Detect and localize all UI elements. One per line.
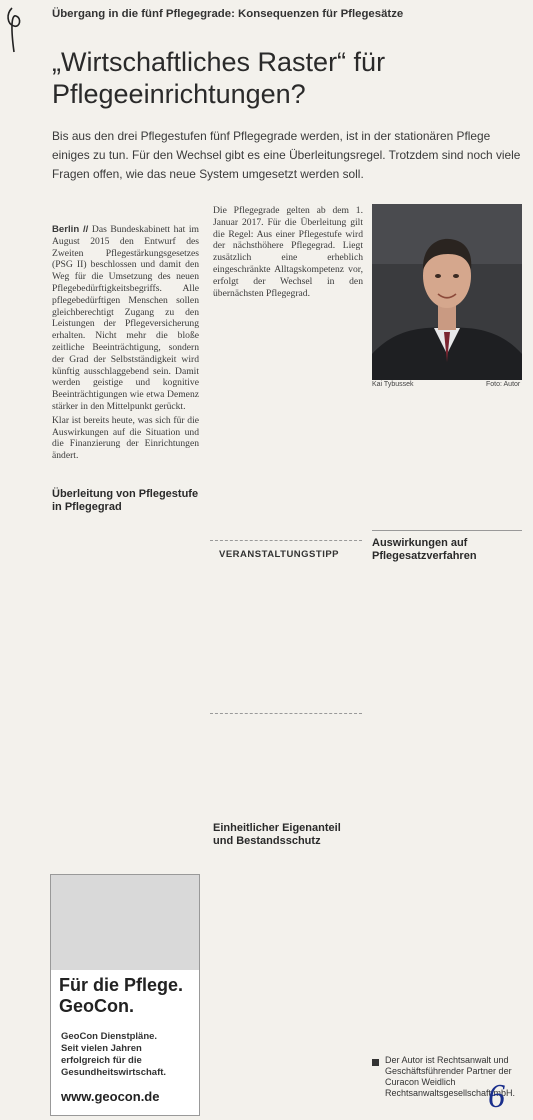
author-photo xyxy=(372,204,522,380)
article-column-2 xyxy=(213,205,363,301)
col1-paragraph-2: Klar ist bereits heute, was sich für die Auswirkungen auf die Situation und die Finanzierung der Einrichtungen ändert. xyxy=(52,414,199,462)
photo-caption-name: Kai Tybussek xyxy=(372,381,414,388)
col1-paragraph-1: Das Bundeskabinett hat im August 2015 den Entwurf des Zweiten Pflegestärkungsgesetzes (PSG II) beschlossen und damit den Weg für die Umsetzung des neuen Pflegebedürftigkeitsbegriffs. Alle pflegebedürftigen Menschen sollen gleichberechtigt Zugang zu den Leistungen der Pflegeversicherung erhalten. Nicht mehr die bloße zeitliche Beeinträchtigung, sondern der Grad der Selbstständigkeit wird künftig ausschlaggebend sein. Damit werden geistige und kognitive Beeinträchtigungen wie etwa Demenz stärker in den Mittelpunkt gerückt. xyxy=(52,224,200,412)
ad-copy-line-2: Seit vielen Jahren xyxy=(61,1043,142,1054)
subheading-eigenanteil: Einheitlicher Eigenanteil und Bestandsschutz xyxy=(213,822,341,847)
geocon-advertisement[interactable] xyxy=(50,874,200,1116)
subheading-pflegesatzverfahren: Auswirkungen auf Pflegesatzverfahren xyxy=(372,537,477,562)
ad-url[interactable]: www.geocon.de xyxy=(61,1089,160,1104)
ad-title-line-1: Für die Pflege. xyxy=(59,975,184,995)
subheading-ueberleitung: Überleitung von Pflegestufe in Pflegegrad xyxy=(52,488,199,513)
dateline: Berlin // xyxy=(52,224,89,235)
article-headline: „Wirtschaftliches Raster“ für Pflegeeinrichtungen? xyxy=(52,47,386,109)
col2-paragraph-1: Die Pflegegrade gelten ab dem 1. Januar 2017. Für die Überleitung gilt die Regel: Aus einer Pflegestufe wird der nächsthöhere Pflegegrad. Liegt zusätzlich eine erheblich eingeschränkte Alltagskompetenz vor, erfolgt der Wechsel in den übernächsten Pflegegrad. xyxy=(213,205,363,299)
author-note: Der Autor ist Rechtsanwalt und Geschäftsführender Partner der Curacon Weidlich Rechtsanwaltsgesellschaft mbH. xyxy=(385,1055,516,1098)
ad-copy-line-3: erfolgreich für die xyxy=(61,1055,142,1066)
ad-copy-line-1: GeoCon Dienstpläne. xyxy=(61,1031,158,1042)
article-kicker: Übergang in die fünf Pflegegrade: Konsequenzen für Pflegesätze xyxy=(52,8,404,20)
author-note-marker xyxy=(372,1059,379,1066)
ad-title-line-2: GeoCon. xyxy=(59,996,134,1016)
page-number: 6 xyxy=(488,1078,505,1115)
article-lead: Bis aus den drei Pflegestufen fünf Pflegegrade werden, ist in der stationären Pflege einiges zu tun. Für den Wechsel gibt es eine Überleitungsregel. Trotzdem sind noch viele Fragen offen, wie das neue System umgesetzt werden soll. xyxy=(52,129,521,181)
photo-caption-credit: Foto: Autor xyxy=(486,381,521,388)
handwritten-mark xyxy=(2,4,28,54)
ad-copy-line-4: Gesundheitswirtschaft. xyxy=(61,1067,167,1078)
column-3-rule xyxy=(372,530,522,531)
event-tip-box xyxy=(210,540,362,714)
event-tip-title: VERANSTALTUNGSTIPP xyxy=(219,549,340,560)
ad-copy xyxy=(61,1031,191,1079)
article-column-1 xyxy=(52,224,199,464)
ad-graphic xyxy=(51,875,199,970)
